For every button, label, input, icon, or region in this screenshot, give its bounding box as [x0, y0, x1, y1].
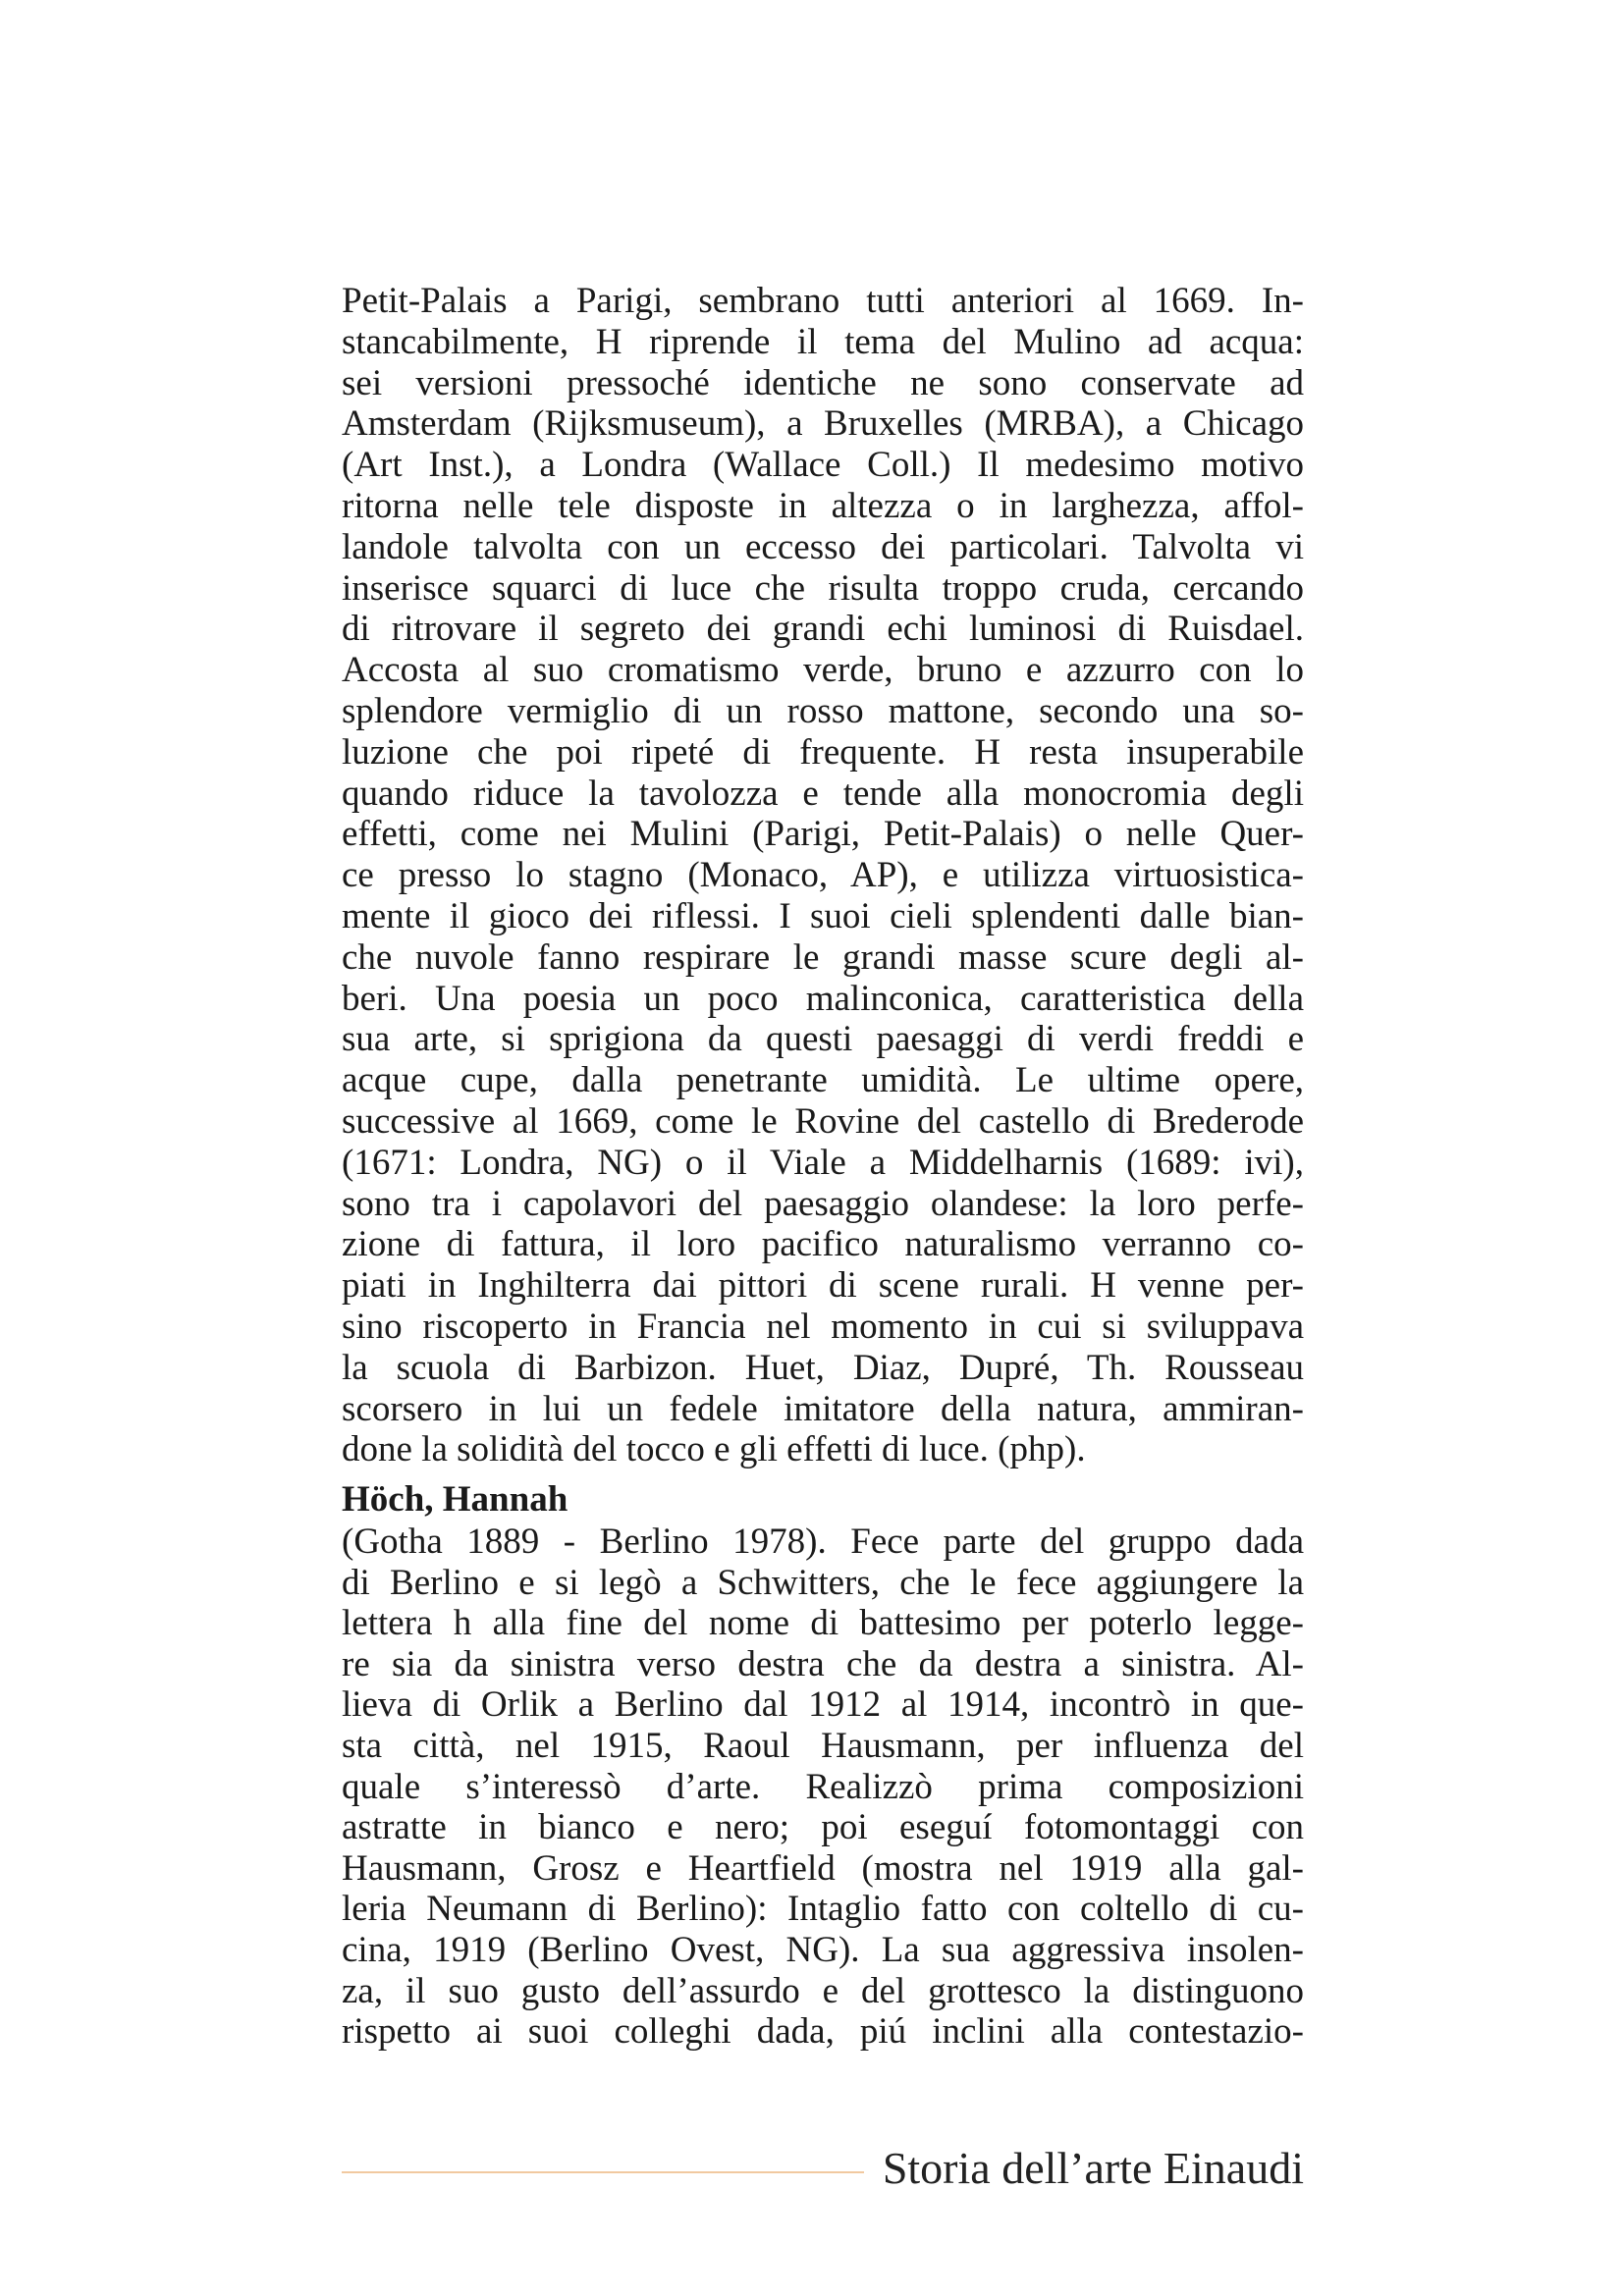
text-line: la scuola di Barbizon. Huet, Diaz, Dupré, Th. Rousseau [342, 1347, 1304, 1388]
text-line: di Berlino e si legò a Schwitters, che le fece aggiungere la [342, 1562, 1304, 1603]
text-line: cina, 1919 (Berlino Ovest, NG). La sua aggressiva insolen- [342, 1929, 1304, 1970]
text-line: splendore vermiglio di un rosso mattone, secondo una so- [342, 690, 1304, 731]
footer-rule [342, 2171, 864, 2173]
text-line: rispetto ai suoi colleghi dada, piú inclini alla contestazio- [342, 2011, 1304, 2053]
text-line: mente il gioco dei riflessi. I suoi cieli splendenti dalle bian- [342, 895, 1304, 936]
text-line: sua arte, si sprigiona da questi paesaggi di verdi freddi e [342, 1019, 1304, 1060]
entry-body-text-2 [342, 1522, 1304, 2053]
text-line: acque cupe, dalla penetrante umidità. Le ultime opere, [342, 1060, 1304, 1101]
text-line: piati in Inghilterra dai pittori di scene rurali. H venne per- [342, 1265, 1304, 1307]
text-line: successive al 1669, come le Rovine del castello di Brederode [342, 1100, 1304, 1142]
text-line: quando riduce la tavolozza e tende alla monocromia degli [342, 773, 1304, 814]
text-line: sono tra i capolavori del paesaggio olandese: la loro perfe- [342, 1183, 1304, 1224]
text-line: lettera h alla fine del nome di battesimo per poterlo legge- [342, 1603, 1304, 1644]
text-line: Petit-Palais a Parigi, sembrano tutti anteriori al 1669. In- [342, 281, 1304, 321]
text-line: (Art Inst.), a Londra (Wallace Coll.) Il medesimo motivo [342, 445, 1304, 486]
text-line: astratte in bianco e nero; poi eseguí fotomontaggi con [342, 1807, 1304, 1848]
text-line: done la solidità del tocco e gli effetti di luce. (php). [342, 1429, 1086, 1470]
text-line: inserisce squarci di luce che risulta troppo cruda, cercando [342, 567, 1304, 609]
text-line: zione di fattura, il loro pacifico naturalismo verranno co- [342, 1224, 1304, 1265]
text-line: che nuvole fanno respirare le grandi masse scure degli al- [342, 936, 1304, 978]
text-line: Accosta al suo cromatismo verde, bruno e azzurro con lo [342, 650, 1304, 691]
text-line: (Gotha 1889 - Berlino 1978). Fece parte del gruppo dada [342, 1522, 1304, 1562]
text-line: re sia da sinistra verso destra che da destra a sinistra. Al- [342, 1643, 1304, 1684]
text-line: landole talvolta con un eccesso dei particolari. Talvolta vi [342, 526, 1304, 567]
text-line: luzione che poi ripeté di frequente. H resta insuperabile [342, 731, 1304, 773]
text-line: sta città, nel 1915, Raoul Hausmann, per influenza del [342, 1725, 1304, 1766]
entry-heading: Höch, Hannah [342, 1479, 568, 1520]
text-line: sei versioni pressoché identiche ne sono conservate ad [342, 362, 1304, 403]
footer-title: Storia dell’arte Einaudi [882, 2143, 1304, 2193]
text-line: Amsterdam (Rijksmuseum), a Bruxelles (MRBA), a Chicago [342, 403, 1304, 445]
text-line: za, il suo gusto dell’assurdo e del grottesco la distinguono [342, 1970, 1304, 2011]
text-line: sino riscoperto in Francia nel momento in cui si sviluppava [342, 1306, 1304, 1347]
text-line: Hausmann, Grosz e Heartfield (mostra nel 1919 alla gal- [342, 1847, 1304, 1889]
text-line: scorsero in lui un fedele imitatore della natura, ammiran- [342, 1388, 1304, 1429]
text-line: lieva di Orlik a Berlino dal 1912 al 1914, incontrò in que- [342, 1684, 1304, 1726]
text-line: ce presso lo stagno (Monaco, AP), e utilizza virtuosistica- [342, 855, 1304, 896]
text-line: (1671: Londra, NG) o il Viale a Middelharnis (1689: ivi), [342, 1142, 1304, 1183]
text-line: leria Neumann di Berlino): Intaglio fatto con coltello di cu- [342, 1889, 1304, 1930]
text-line: stancabilmente, H riprende il tema del Mulino ad acqua: [342, 321, 1304, 362]
text-line: beri. Una poesia un poco malinconica, caratteristica della [342, 978, 1304, 1019]
entry-body-text [342, 281, 1304, 1470]
text-line: di ritrovare il segreto dei grandi echi luminosi di Ruisdael. [342, 609, 1304, 650]
text-line: ritorna nelle tele disposte in altezza o in larghezza, affol- [342, 485, 1304, 526]
text-line: quale s’interessò d’arte. Realizzò prima composizioni [342, 1766, 1304, 1807]
text-line: effetti, come nei Mulini (Parigi, Petit-Palais) o nelle Quer- [342, 814, 1304, 855]
